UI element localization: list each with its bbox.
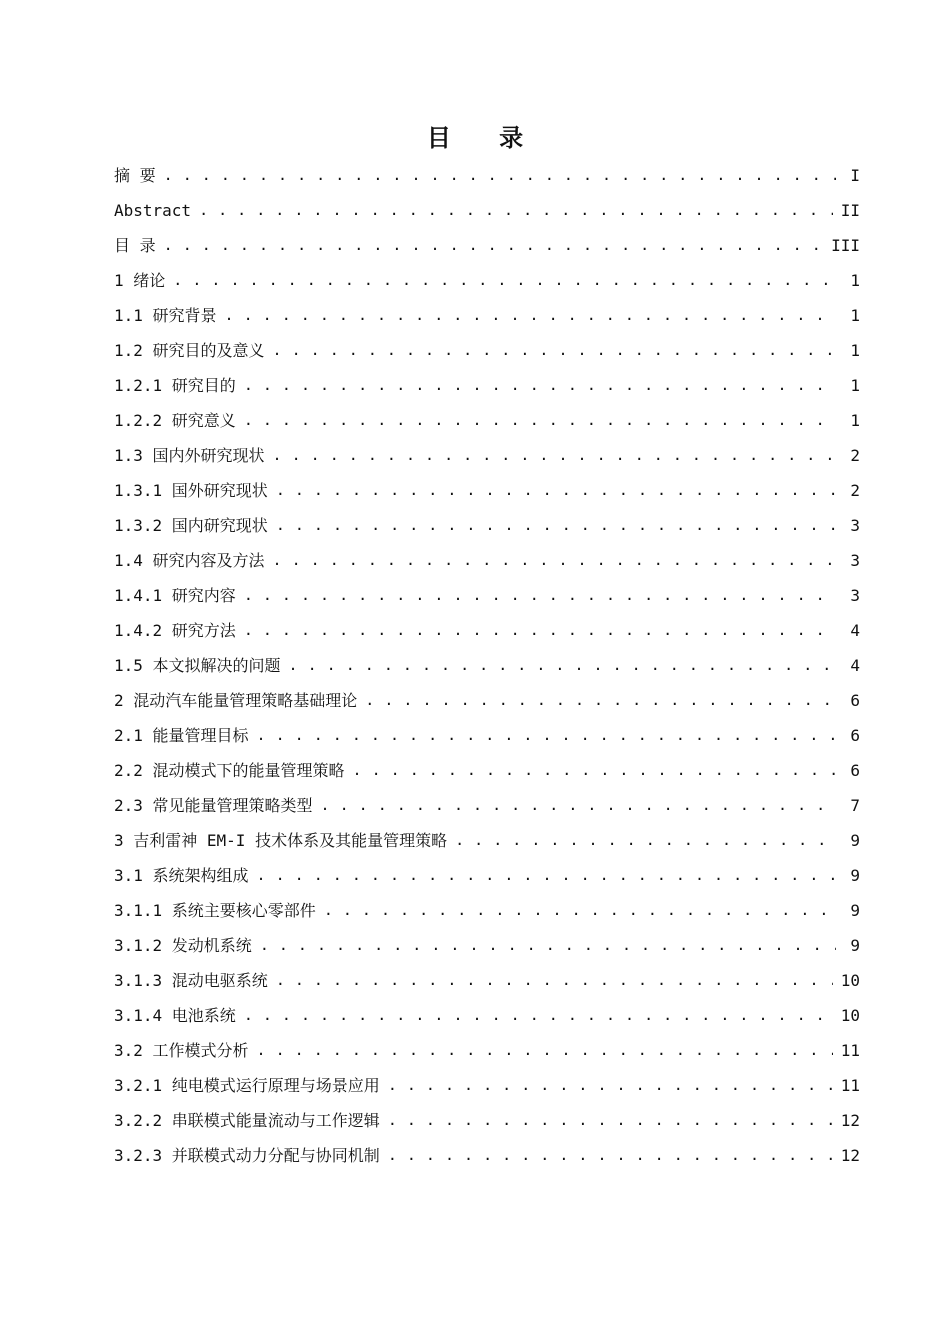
toc-entry[interactable]	[114, 158, 860, 193]
toc-entry[interactable]	[114, 753, 860, 788]
toc-entry-label: 3 吉利雷神 EM-I 技术体系及其能量管理策略	[114, 831, 448, 850]
toc-entry[interactable]	[114, 333, 860, 368]
toc-entry-page-number: 9	[850, 901, 860, 920]
toc-entry[interactable]	[114, 683, 860, 718]
toc-entry-label: 3.2.1 纯电模式运行原理与场景应用	[114, 1076, 380, 1095]
toc-entry-page-number: 7	[850, 796, 860, 815]
toc-leader-dots	[365, 683, 836, 718]
toc-entry-page-number: 3	[850, 551, 860, 570]
toc-entry[interactable]	[114, 963, 860, 998]
toc-leader-dots	[164, 228, 823, 263]
toc-entry[interactable]	[114, 788, 860, 823]
toc-entry[interactable]	[114, 368, 860, 403]
toc-leader-dots	[276, 508, 836, 543]
toc-leader-dots	[244, 613, 836, 648]
toc-entry-label: 1.4 研究内容及方法	[114, 551, 265, 570]
toc-entry-label: 1.3.1 国外研究现状	[114, 481, 268, 500]
toc-entry-page-number: 1	[850, 306, 860, 325]
toc-entry-page-number: 9	[850, 936, 860, 955]
toc-entry-page-number: 12	[840, 1111, 860, 1130]
toc-entry-page-number: 6	[850, 761, 860, 780]
toc-entry-page-number: 11	[840, 1041, 860, 1060]
toc-entry-page-number: 4	[850, 656, 860, 675]
toc-entry-label: 3.1.1 系统主要核心零部件	[114, 901, 316, 920]
toc-entry-label: 1.5 本文拟解决的问题	[114, 656, 281, 675]
toc-entry-label: 3.2 工作模式分析	[114, 1041, 249, 1060]
toc-entry-label: 摘 要	[114, 166, 156, 185]
toc-entry-label: 3.1.4 电池系统	[114, 1006, 236, 1025]
toc-entry[interactable]	[114, 263, 860, 298]
toc-leader-dots	[257, 1033, 833, 1068]
toc-entry[interactable]	[114, 1033, 860, 1068]
toc-leader-dots	[260, 928, 836, 963]
toc-entry-label: 3.2.3 并联模式动力分配与协同机制	[114, 1146, 380, 1165]
toc-leader-dots	[324, 893, 836, 928]
toc-entry-page-number: 12	[840, 1146, 860, 1165]
toc-leader-dots	[388, 1068, 833, 1103]
toc-leader-dots	[164, 158, 836, 193]
toc-entry-page-number: 4	[850, 621, 860, 640]
toc-entry-label: 3.1.3 混动电驱系统	[114, 971, 268, 990]
toc-entry-page-number: 9	[850, 831, 860, 850]
toc-leader-dots	[273, 438, 836, 473]
toc-entry[interactable]	[114, 823, 860, 858]
toc-entry-label: 1.3.2 国内研究现状	[114, 516, 268, 535]
toc-entry-page-number: 1	[850, 376, 860, 395]
toc-leader-dots	[244, 368, 836, 403]
toc-entry-page-number: 11	[840, 1076, 860, 1095]
toc-list	[114, 158, 860, 1173]
toc-leader-dots	[455, 823, 836, 858]
toc-leader-dots	[225, 298, 836, 333]
toc-entry-page-number: II	[840, 201, 860, 220]
toc-entry-page-number: 1	[850, 341, 860, 360]
toc-entry[interactable]	[114, 613, 860, 648]
toc-entry-label: 1.3 国内外研究现状	[114, 446, 265, 465]
toc-entry-page-number: 10	[840, 1006, 860, 1025]
toc-entry-label: 目 录	[114, 236, 156, 255]
toc-leader-dots	[199, 193, 833, 228]
toc-entry-page-number: 1	[850, 271, 860, 290]
toc-entry[interactable]	[114, 928, 860, 963]
toc-leader-dots	[353, 753, 836, 788]
toc-entry-label: 2.2 混动模式下的能量管理策略	[114, 761, 345, 780]
toc-entry[interactable]	[114, 473, 860, 508]
toc-entry[interactable]	[114, 543, 860, 578]
toc-entry[interactable]	[114, 1138, 860, 1173]
toc-entry-label: 1.4.2 研究方法	[114, 621, 236, 640]
toc-entry[interactable]	[114, 893, 860, 928]
toc-leader-dots	[257, 858, 836, 893]
toc-leader-dots	[273, 543, 836, 578]
toc-entry[interactable]	[114, 1068, 860, 1103]
toc-entry-label: 2 混动汽车能量管理策略基础理论	[114, 691, 358, 710]
toc-leader-dots	[276, 473, 836, 508]
toc-entry-page-number: I	[850, 166, 860, 185]
toc-leader-dots	[244, 403, 836, 438]
toc-entry[interactable]	[114, 228, 860, 263]
toc-entry-label: 1.2.1 研究目的	[114, 376, 236, 395]
toc-entry[interactable]	[114, 998, 860, 1033]
toc-leader-dots	[257, 718, 836, 753]
toc-entry-page-number: 9	[850, 866, 860, 885]
toc-entry-label: 1.4.1 研究内容	[114, 586, 236, 605]
toc-leader-dots	[289, 648, 836, 683]
toc-leader-dots	[388, 1103, 833, 1138]
toc-entry-page-number: 6	[850, 726, 860, 745]
toc-title: 目 录	[426, 124, 544, 152]
toc-entry[interactable]	[114, 438, 860, 473]
toc-leader-dots	[321, 788, 836, 823]
toc-leader-dots	[273, 333, 836, 368]
toc-entry-page-number: 3	[850, 516, 860, 535]
toc-leader-dots	[388, 1138, 833, 1173]
toc-entry-label: 3.1.2 发动机系统	[114, 936, 252, 955]
toc-entry[interactable]	[114, 403, 860, 438]
toc-entry-label: 3.2.2 串联模式能量流动与工作逻辑	[114, 1111, 380, 1130]
toc-leader-dots	[276, 963, 833, 998]
toc-entry[interactable]	[114, 508, 860, 543]
toc-entry-label: 1.1 研究背景	[114, 306, 217, 325]
toc-entry[interactable]	[114, 298, 860, 333]
toc-entry-page-number: 2	[850, 481, 860, 500]
toc-entry-label: 2.1 能量管理目标	[114, 726, 249, 745]
toc-leader-dots	[244, 578, 836, 613]
toc-entry[interactable]	[114, 578, 860, 613]
toc-entry-label: 1 绪论	[114, 271, 166, 290]
toc-entry-label: 1.2 研究目的及意义	[114, 341, 265, 360]
toc-entry[interactable]	[114, 858, 860, 893]
toc-entry-page-number: 1	[850, 411, 860, 430]
toc-leader-dots	[244, 998, 833, 1033]
toc-entry-page-number: 10	[840, 971, 860, 990]
toc-entry[interactable]	[114, 648, 860, 683]
toc-entry[interactable]	[114, 718, 860, 753]
toc-leader-dots	[173, 263, 836, 298]
toc-entry-label: 2.3 常见能量管理策略类型	[114, 796, 313, 815]
toc-entry-page-number: III	[831, 236, 860, 255]
toc-entry[interactable]	[114, 1103, 860, 1138]
toc-entry-page-number: 3	[850, 586, 860, 605]
toc-entry-page-number: 2	[850, 446, 860, 465]
toc-entry-label: 3.1 系统架构组成	[114, 866, 249, 885]
toc-entry-page-number: 6	[850, 691, 860, 710]
toc-entry-label: Abstract	[114, 201, 192, 220]
toc-entry[interactable]	[114, 193, 860, 228]
toc-entry-label: 1.2.2 研究意义	[114, 411, 236, 430]
